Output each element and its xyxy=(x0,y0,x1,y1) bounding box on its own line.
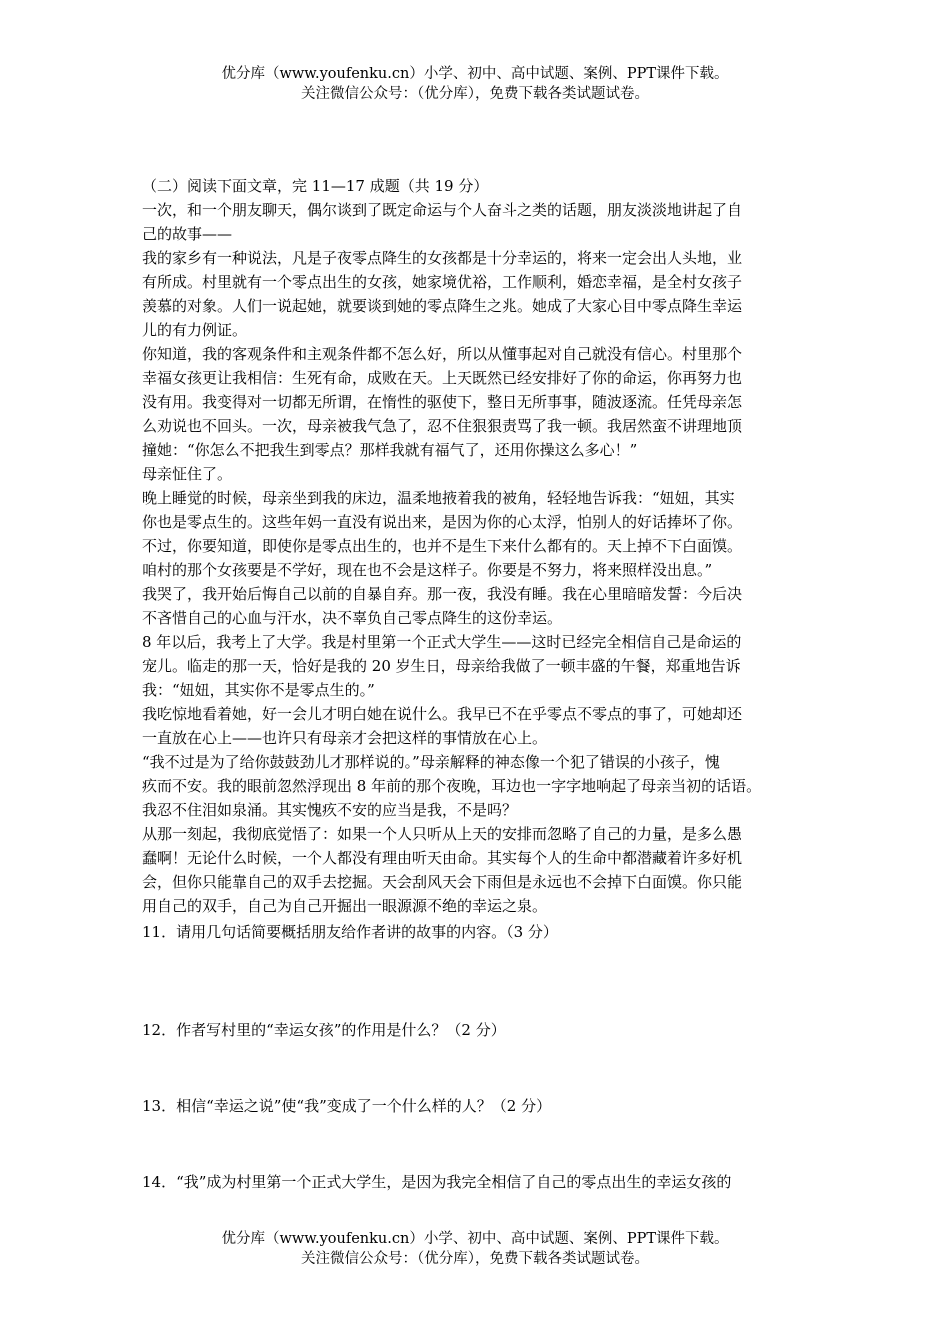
article-line: 不吝惜自己的心血与汗水，决不辜负自己零点降生的这份幸运。 xyxy=(142,609,563,627)
article-line: 我哭了，我开始后悔自己以前的自暴自弃。那一夜，我没有睡。我在心里暗暗发誓：今后决 xyxy=(142,585,743,603)
article-line: 一直放在心上——也许只有母亲才会把这样的事情放在心上。 xyxy=(142,729,548,747)
article-line: 没有用。我变得对一切都无所谓，在惰性的驱使下，整日无所事事，随波逐流。任凭母亲怎 xyxy=(142,393,743,411)
article-line: 己的故事—— xyxy=(142,225,233,243)
question-12: 12．作者写村里的“幸运女孩”的作用是什么？（2 分） xyxy=(142,1021,506,1039)
page-header xyxy=(0,64,950,104)
header-line-1: 优分库（www.youfenku.cn）小学、初中、高中试题、案例、PPT课件下载。 xyxy=(221,66,729,82)
question-14: 14．“我”成为村里第一个正式大学生，是因为我完全相信了自己的零点出生的幸运女孩的 xyxy=(142,1173,732,1191)
article-line: 母亲怔住了。 xyxy=(142,465,233,483)
article-line: 疚而不安。我的眼前忽然浮现出 8 年前的那个夜晚，耳边也一字字地响起了母亲当初的话语。 xyxy=(142,777,762,795)
page-footer xyxy=(0,1229,950,1269)
article-line: 我的家乡有一种说法，凡是子夜零点降生的女孩都是十分幸运的，将来一定会出人头地，业 xyxy=(142,249,743,267)
question-11: 11．请用几句话简要概括朋友给作者讲的故事的内容。（3 分） xyxy=(142,923,558,941)
footer-line-2: 关注微信公众号：（优分库），免费下载各类试题试卷。 xyxy=(301,1251,649,1267)
article-line: 蠢啊！无论什么时候，一个人都没有理由听天由命。其实每个人的生命中都潜藏着许多好机 xyxy=(142,849,743,867)
article-line: 你也是零点生的。这些年妈一直没有说出来，是因为你的心太浮，怕别人的好话捧坏了你。 xyxy=(142,513,743,531)
article-line: 会，但你只能靠自己的双手去挖掘。天会刮风天会下雨但是永远也不会掉下白面馍。你只能 xyxy=(142,873,743,891)
article-line: 我忍不住泪如泉涌。其实愧疚不安的应当是我，不是吗？ xyxy=(142,801,518,819)
article-line: 幸福女孩更让我相信：生死有命，成败在天。上天既然已经安排好了你的命运，你再努力也 xyxy=(142,369,743,387)
article-line: 8 年以后，我考上了大学。我是村里第一个正式大学生——这时已经完全相信自己是命运的 xyxy=(142,633,742,651)
article-line: 用自己的双手，自己为自己开掘出一眼源源不绝的幸运之泉。 xyxy=(142,897,548,915)
article-line: “我不过是为了给你鼓鼓劲儿才那样说的。”母亲解释的神态像一个犯了错误的小孩子，愧 xyxy=(142,753,720,771)
article-line: 咱村的那个女孩要是不学好，现在也不会是这样子。你要是不努力，将来照样没出息。” xyxy=(142,561,713,579)
article-line: 儿的有力例证。 xyxy=(142,321,248,339)
article-line: 晚上睡觉的时候，母亲坐到我的床边，温柔地掖着我的被角，轻轻地告诉我：“妞妞，其实 xyxy=(142,489,735,507)
footer-line-1: 优分库（www.youfenku.cn）小学、初中、高中试题、案例、PPT课件下载。 xyxy=(221,1231,729,1247)
article-line: 我：“妞妞，其实你不是零点生的。” xyxy=(142,681,375,699)
article-line: 有所成。村里就有一个零点出生的女孩，她家境优裕，工作顺利，婚恋幸福，是全村女孩子 xyxy=(142,273,743,291)
article-line: 撞她：“你怎么不把我生到零点？那样我就有福气了，还用你操这么多心！” xyxy=(142,441,638,459)
article-line: 不过，你要知道，即使你是零点出生的，也并不是生下来什么都有的。天上掉不下白面馍。 xyxy=(142,537,743,555)
article-line: 我吃惊地看着她，好一会儿才明白她在说什么。我早已不在乎零点不零点的事了，可她却还 xyxy=(142,705,743,723)
article-line: 么劝说也不回头。一次，母亲被我气急了，忍不住狠狠责骂了我一顿。我居然蛮不讲理地顶 xyxy=(142,417,743,435)
section-title: （二）阅读下面文章，完 11—17 成题（共 19 分） xyxy=(142,177,489,195)
article-line: 你知道，我的客观条件和主观条件都不怎么好，所以从懂事起对自己就没有信心。村里那个 xyxy=(142,345,743,363)
article-line: 羡慕的对象。人们一说起她，就要谈到她的零点降生之兆。她成了大家心目中零点降生幸运 xyxy=(142,297,743,315)
article-line: 宠儿。临走的那一天，恰好是我的 20 岁生日，母亲给我做了一顿丰盛的午餐，郑重地告诉 xyxy=(142,657,741,675)
header-line-2: 关注微信公众号：（优分库），免费下载各类试题试卷。 xyxy=(301,86,649,102)
article-line: 一次，和一个朋友聊天，偶尔谈到了既定命运与个人奋斗之类的话题，朋友淡淡地讲起了自 xyxy=(142,201,743,219)
question-13: 13．相信“幸运之说”使“我”变成了一个什么样的人？（2 分） xyxy=(142,1097,552,1115)
article-line: 从那一刻起，我彻底觉悟了：如果一个人只听从上天的安排而忽略了自己的力量，是多么愚 xyxy=(142,825,743,843)
